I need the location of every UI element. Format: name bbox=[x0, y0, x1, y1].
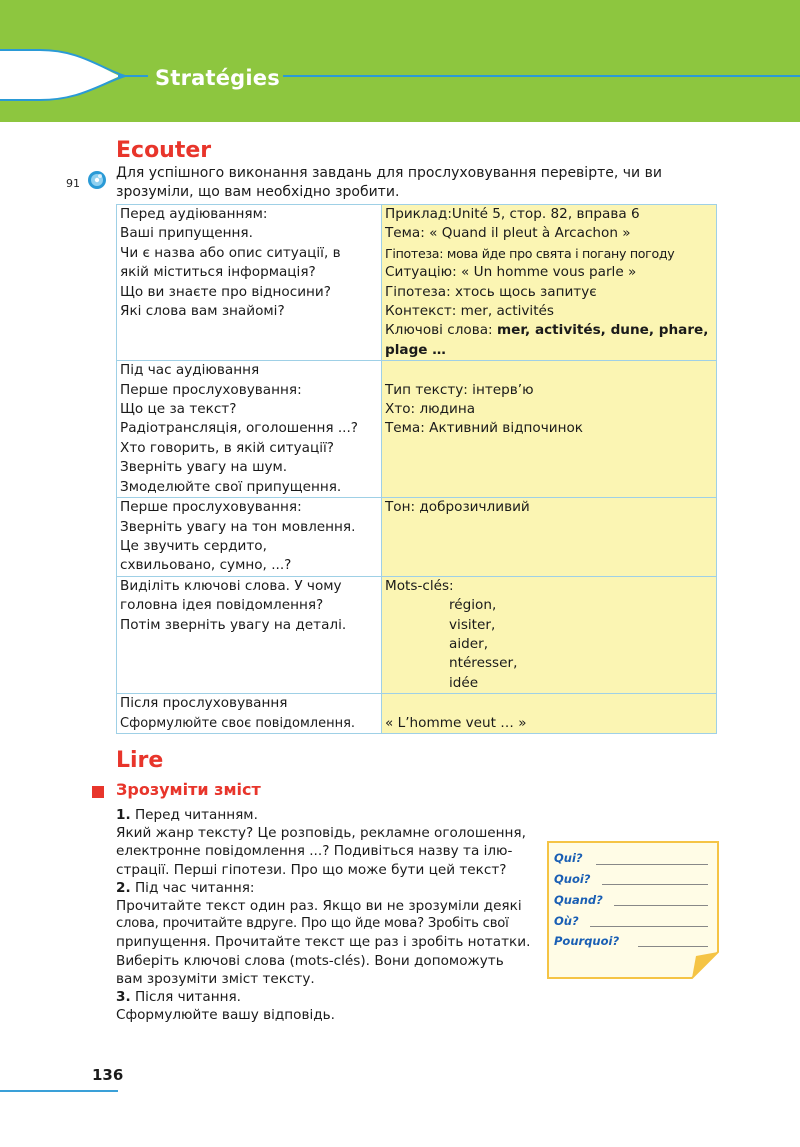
table-cell-left bbox=[117, 205, 382, 361]
cell-line: Під час аудіювання bbox=[120, 362, 260, 379]
note-answer-line bbox=[602, 884, 708, 885]
cell-line: Тон: доброзичливий bbox=[385, 499, 530, 516]
step-number: 2. bbox=[116, 879, 131, 896]
table-cell-right bbox=[382, 694, 717, 734]
keywords-end: plage … bbox=[385, 341, 446, 358]
lire-subheading: Зрозуміти зміст bbox=[116, 780, 261, 799]
keywords-line bbox=[385, 321, 713, 340]
mots-cles-label: Mots-clés: bbox=[385, 577, 454, 594]
cell-line: Чи є назва або опис ситуації, в bbox=[120, 244, 341, 261]
step-number: 3. bbox=[116, 989, 131, 1006]
note-answer-line bbox=[596, 864, 708, 865]
cell-line: Ваші припущення. bbox=[120, 225, 253, 242]
lire-instructions bbox=[116, 806, 546, 1024]
ecouter-heading: Ecouter bbox=[116, 138, 212, 163]
text-line: вам зрозуміти зміст тексту. bbox=[116, 970, 315, 987]
cell-line: головна ідея повідомлення? bbox=[120, 597, 324, 614]
step-title bbox=[116, 988, 546, 1006]
table-cell-left bbox=[117, 576, 382, 693]
note-question: Quand? bbox=[554, 893, 603, 907]
table-cell-right bbox=[382, 361, 717, 498]
note-question: Pourquoi? bbox=[554, 934, 620, 948]
note-question: Quoi? bbox=[554, 872, 591, 886]
track-number: 91 bbox=[66, 177, 80, 190]
cell-line: Після прослуховування bbox=[120, 695, 288, 712]
banner-wave-decoration bbox=[0, 0, 800, 122]
table-row bbox=[117, 576, 717, 693]
bullet-square-icon bbox=[92, 786, 104, 798]
step-title bbox=[116, 879, 546, 897]
table-cell-left bbox=[117, 498, 382, 577]
table-row bbox=[117, 694, 717, 734]
note-question: Où? bbox=[554, 914, 579, 928]
cell-line: Сформулюйте своє повідомлення. bbox=[120, 715, 356, 731]
step-label: Перед читанням. bbox=[130, 807, 258, 823]
cell-line: Тип тексту: інтерв’ю bbox=[385, 381, 534, 398]
listening-strategy-table bbox=[116, 204, 717, 734]
cell-line: Це звучить сердито, bbox=[120, 537, 267, 554]
cell-line: « L’homme veut … » bbox=[385, 714, 527, 731]
keyword-item: visiter, bbox=[449, 616, 496, 633]
cell-line: Перед аудіюванням: bbox=[120, 206, 268, 222]
step-number: 1. bbox=[116, 807, 131, 823]
cell-line: Які слова вам знайомі? bbox=[120, 303, 285, 320]
cell-line: Радіотрансляція, оголошення ...? bbox=[120, 420, 359, 437]
cell-line: Перше прослуховування: bbox=[120, 381, 302, 398]
table-row bbox=[117, 361, 717, 498]
text-line: Виберіть ключові слова (mots-clés). Вони допоможуть bbox=[116, 952, 504, 969]
note-question: Qui? bbox=[554, 851, 583, 865]
keywords-bold: mer, activités, dune, phare, bbox=[496, 322, 709, 339]
table-cell-left bbox=[117, 361, 382, 498]
text-line: слова, прочитайте вдруге. Про що йде мова? Зробіть свої bbox=[116, 916, 509, 932]
text-line: Сформулюйте вашу відповідь. bbox=[116, 1007, 335, 1024]
lire-heading: Lire bbox=[116, 748, 164, 773]
text-line: Який жанр тексту? Це розповідь, рекламне оголошення, bbox=[116, 825, 526, 842]
cell-line: схвильовано, сумно, ...? bbox=[120, 557, 292, 574]
note-answer-line bbox=[614, 905, 708, 906]
audio-cd-icon bbox=[87, 170, 107, 190]
step-title bbox=[116, 806, 546, 824]
table-cell-right bbox=[382, 498, 717, 577]
cell-line: Хто говорить, в якій ситуації? bbox=[120, 439, 334, 456]
cell-line: Тема: « Quand il pleut à Arcachon » bbox=[385, 225, 631, 242]
ecouter-intro: Для успішного виконання завдань для прослуховування перевірте, чи ви зрозуміли, що вам необхідно зробити. bbox=[116, 165, 662, 200]
footer-rule bbox=[0, 1090, 118, 1092]
cell-line: Зверніть увагу на шум. bbox=[120, 459, 288, 476]
table-cell-right bbox=[382, 205, 717, 361]
step-label: Під час читання: bbox=[130, 879, 255, 896]
table-cell-right bbox=[382, 576, 717, 693]
text-line: припущення. Прочитайте текст ще раз і зробіть нотатки. bbox=[116, 934, 531, 951]
table-cell-left bbox=[117, 694, 382, 734]
keyword-item: ntéresser, bbox=[449, 655, 518, 672]
cell-line: Хто: людина bbox=[385, 401, 476, 418]
text-line: страції. Перші гіпотези. Про що може бути цей текст? bbox=[116, 861, 507, 878]
step-label: Після читання. bbox=[130, 989, 241, 1006]
keyword-item: aider, bbox=[449, 635, 489, 652]
table-row bbox=[117, 498, 717, 577]
note-answer-line bbox=[638, 946, 708, 947]
cell-line: якій міститься інформація? bbox=[120, 264, 316, 281]
keyword-item: idée bbox=[449, 674, 479, 691]
cell-line: Що це за текст? bbox=[120, 401, 237, 418]
cell-line: Гіпотеза: мова йде про свята і погану погоду bbox=[385, 245, 675, 261]
page-number: 136 bbox=[92, 1066, 124, 1084]
cell-line: Тема: Активний відпочинок bbox=[385, 420, 583, 437]
table-row bbox=[117, 205, 717, 361]
text-line: електронне повідомлення ...? Подивіться назву та ілю- bbox=[116, 843, 513, 860]
cell-line: Виділіть ключові слова. У чому bbox=[120, 577, 342, 594]
cell-line: Змоделюйте свої припущення. bbox=[120, 478, 342, 495]
cell-line: Приклад:Unité 5, стор. 82, вправа 6 bbox=[385, 206, 640, 222]
keywords-label: Ключові слова: bbox=[385, 322, 497, 339]
note-answer-line bbox=[590, 926, 708, 927]
banner-title: Stratégies bbox=[155, 66, 280, 90]
keyword-item: région, bbox=[449, 597, 497, 614]
cell-line: Зверніть увагу на тон мовлення. bbox=[120, 518, 356, 535]
cell-line: Перше прослуховування: bbox=[120, 499, 302, 516]
text-line: Прочитайте текст один раз. Якщо ви не зрозуміли деякі bbox=[116, 898, 522, 915]
header-banner bbox=[0, 0, 800, 122]
cell-line: Гіпотеза: хтось щось запитує bbox=[385, 283, 597, 300]
cell-line: Контекст: mer, activités bbox=[385, 303, 554, 320]
cell-line: Ситуацію: « Un homme vous parle » bbox=[385, 264, 637, 281]
question-sticky-note bbox=[546, 840, 720, 980]
cell-line: Потім зверніть увагу на деталі. bbox=[120, 616, 347, 633]
cell-line: Що ви знаєте про відносини? bbox=[120, 283, 331, 300]
